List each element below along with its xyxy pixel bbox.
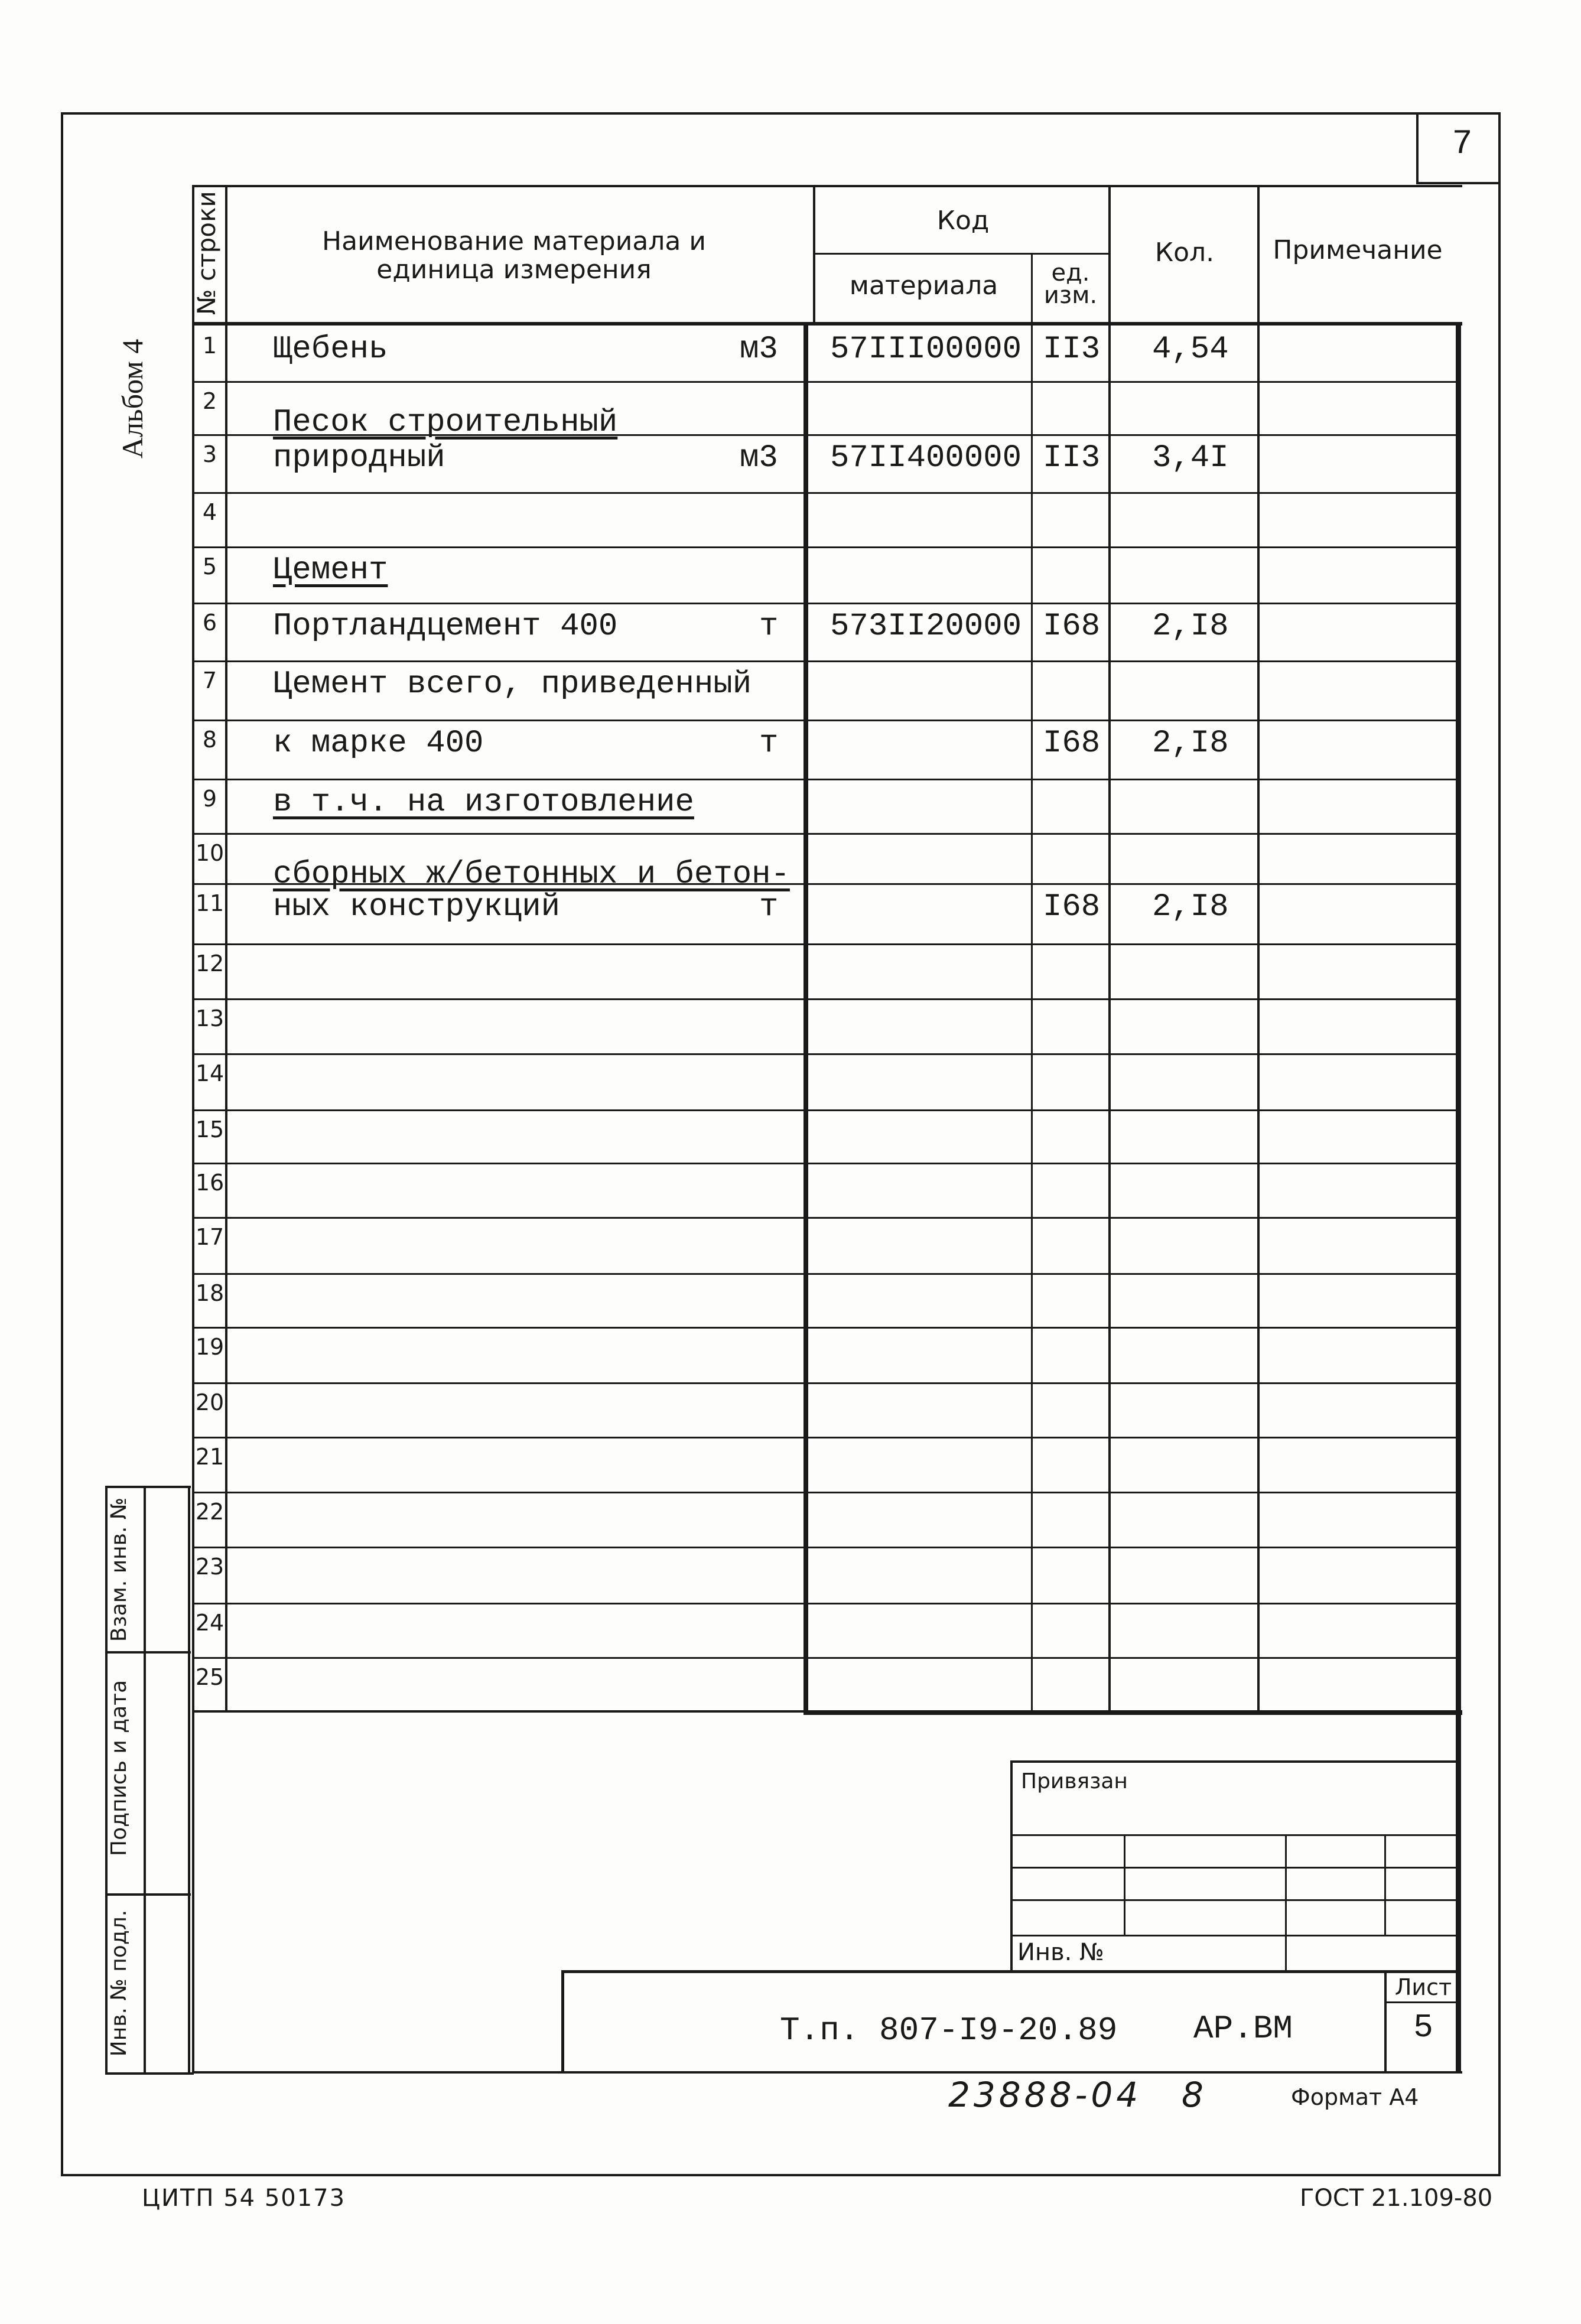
row-number: 11 bbox=[195, 890, 225, 916]
material-name: Щебень bbox=[273, 331, 388, 367]
row-divider bbox=[192, 1109, 1459, 1111]
row-number: 18 bbox=[195, 1280, 225, 1306]
row-divider bbox=[192, 660, 1459, 662]
handwritten-page: 8 bbox=[1182, 2075, 1203, 2115]
album-label: Альбом 4 bbox=[116, 338, 149, 459]
document-number: Т.п. 807-I9-20.89 bbox=[780, 2011, 1118, 2049]
material-code: 57II400000 bbox=[830, 440, 1022, 476]
row-number: 24 bbox=[195, 1610, 225, 1636]
row-divider bbox=[192, 1437, 1459, 1438]
material-name: природный bbox=[273, 440, 445, 476]
row-number: 16 bbox=[195, 1170, 225, 1196]
material-name: Песок строительный bbox=[273, 405, 618, 441]
row-divider bbox=[192, 1382, 1459, 1384]
row-number: 19 bbox=[195, 1334, 225, 1360]
side-stamp-inv-podl: Инв. № подл. bbox=[107, 1909, 131, 2057]
row-divider bbox=[192, 1273, 1459, 1275]
row-number: 10 bbox=[195, 840, 225, 866]
header-code: Код bbox=[936, 206, 990, 236]
row-divider bbox=[192, 1163, 1459, 1164]
row-number: 5 bbox=[202, 554, 217, 580]
row-number: 13 bbox=[195, 1005, 225, 1031]
row-number: 14 bbox=[195, 1060, 225, 1086]
row-number: 3 bbox=[202, 441, 217, 467]
row-number: 1 bbox=[202, 333, 217, 359]
unit-code: I68 bbox=[1043, 608, 1101, 645]
material-name: Цемент всего, приведенный bbox=[273, 666, 752, 702]
side-stamp-vzam: Взам. инв. № bbox=[107, 1497, 131, 1642]
material-name: ных конструкций bbox=[273, 889, 561, 925]
row-number: 7 bbox=[202, 668, 217, 694]
row-divider bbox=[192, 779, 1459, 780]
footer-right: ГОСТ 21.109-80 bbox=[1300, 2185, 1493, 2212]
material-name: в т.ч. на изготовление bbox=[273, 785, 694, 821]
row-number: 17 bbox=[195, 1224, 225, 1250]
row-number: 6 bbox=[202, 610, 217, 636]
row-number: 4 bbox=[202, 499, 217, 525]
row-divider bbox=[192, 603, 1459, 604]
header-qty: Кол. bbox=[1154, 237, 1215, 268]
quantity: 2,I8 bbox=[1152, 889, 1229, 925]
privyazan-label: Привязан bbox=[1021, 1769, 1128, 1794]
header-code-unit: ед. изм. bbox=[1043, 259, 1098, 309]
row-divider bbox=[192, 833, 1459, 835]
inv-no-label: Инв. № bbox=[1017, 1939, 1104, 1966]
header-row-no: № строки bbox=[192, 191, 221, 315]
header-note: Примечание bbox=[1273, 235, 1443, 265]
row-divider bbox=[192, 546, 1459, 548]
row-divider bbox=[192, 1492, 1459, 1493]
material-name: сборных ж/бетонных и бетон- bbox=[273, 857, 790, 893]
row-number: 23 bbox=[195, 1554, 225, 1580]
row-number: 22 bbox=[195, 1499, 225, 1525]
unit-code: II3 bbox=[1043, 331, 1101, 367]
row-divider bbox=[192, 1327, 1459, 1329]
footer-left: ЦИТП 54 50173 bbox=[142, 2185, 346, 2212]
quantity: 2,I8 bbox=[1152, 725, 1229, 761]
row-number: 15 bbox=[195, 1117, 225, 1143]
row-divider bbox=[192, 1053, 1459, 1055]
row-divider bbox=[192, 492, 1459, 494]
header-name: Наименование материала и единица измерения bbox=[322, 226, 706, 285]
material-unit: м3 bbox=[740, 331, 778, 367]
row-number: 25 bbox=[195, 1664, 225, 1690]
row-number: 9 bbox=[202, 786, 217, 812]
row-divider bbox=[192, 720, 1459, 721]
material-unit: м3 bbox=[740, 440, 778, 476]
row-divider bbox=[192, 1217, 1459, 1219]
material-name: Портландцемент 400 bbox=[273, 608, 618, 645]
material-unit: т bbox=[759, 889, 779, 925]
header-code-material: материала bbox=[849, 271, 998, 301]
row-number: 20 bbox=[195, 1389, 225, 1415]
row-divider bbox=[192, 1657, 1459, 1659]
material-unit: т bbox=[759, 725, 779, 761]
material-name: Цемент bbox=[273, 552, 388, 588]
row-divider bbox=[192, 1603, 1459, 1604]
row-divider bbox=[192, 998, 1459, 1000]
page-number: 7 bbox=[1452, 125, 1473, 164]
quantity: 3,4I bbox=[1152, 440, 1229, 476]
material-name: к марке 400 bbox=[273, 725, 484, 761]
row-number: 12 bbox=[195, 951, 225, 977]
unit-code: II3 bbox=[1043, 440, 1101, 476]
list-label: Лист bbox=[1394, 1974, 1452, 2000]
side-stamp-podpis: Подпись и дата bbox=[107, 1679, 131, 1856]
unit-code: I68 bbox=[1043, 725, 1101, 761]
list-value: 5 bbox=[1413, 2009, 1433, 2046]
row-divider bbox=[192, 381, 1459, 383]
row-number: 8 bbox=[202, 727, 217, 753]
document-code: АР.ВМ bbox=[1193, 2010, 1293, 2048]
material-code: 57III00000 bbox=[830, 331, 1022, 367]
quantity: 4,54 bbox=[1152, 331, 1229, 367]
quantity: 2,I8 bbox=[1152, 608, 1229, 645]
row-number: 2 bbox=[202, 388, 217, 414]
handwritten-number: 23888-04 bbox=[948, 2075, 1142, 2115]
material-unit: т bbox=[759, 608, 779, 645]
format-label: Формат А4 bbox=[1291, 2084, 1419, 2110]
row-divider bbox=[192, 943, 1459, 945]
unit-code: I68 bbox=[1043, 889, 1101, 925]
row-divider bbox=[192, 1547, 1459, 1548]
material-code: 573II20000 bbox=[830, 608, 1022, 645]
row-number: 21 bbox=[195, 1444, 225, 1470]
